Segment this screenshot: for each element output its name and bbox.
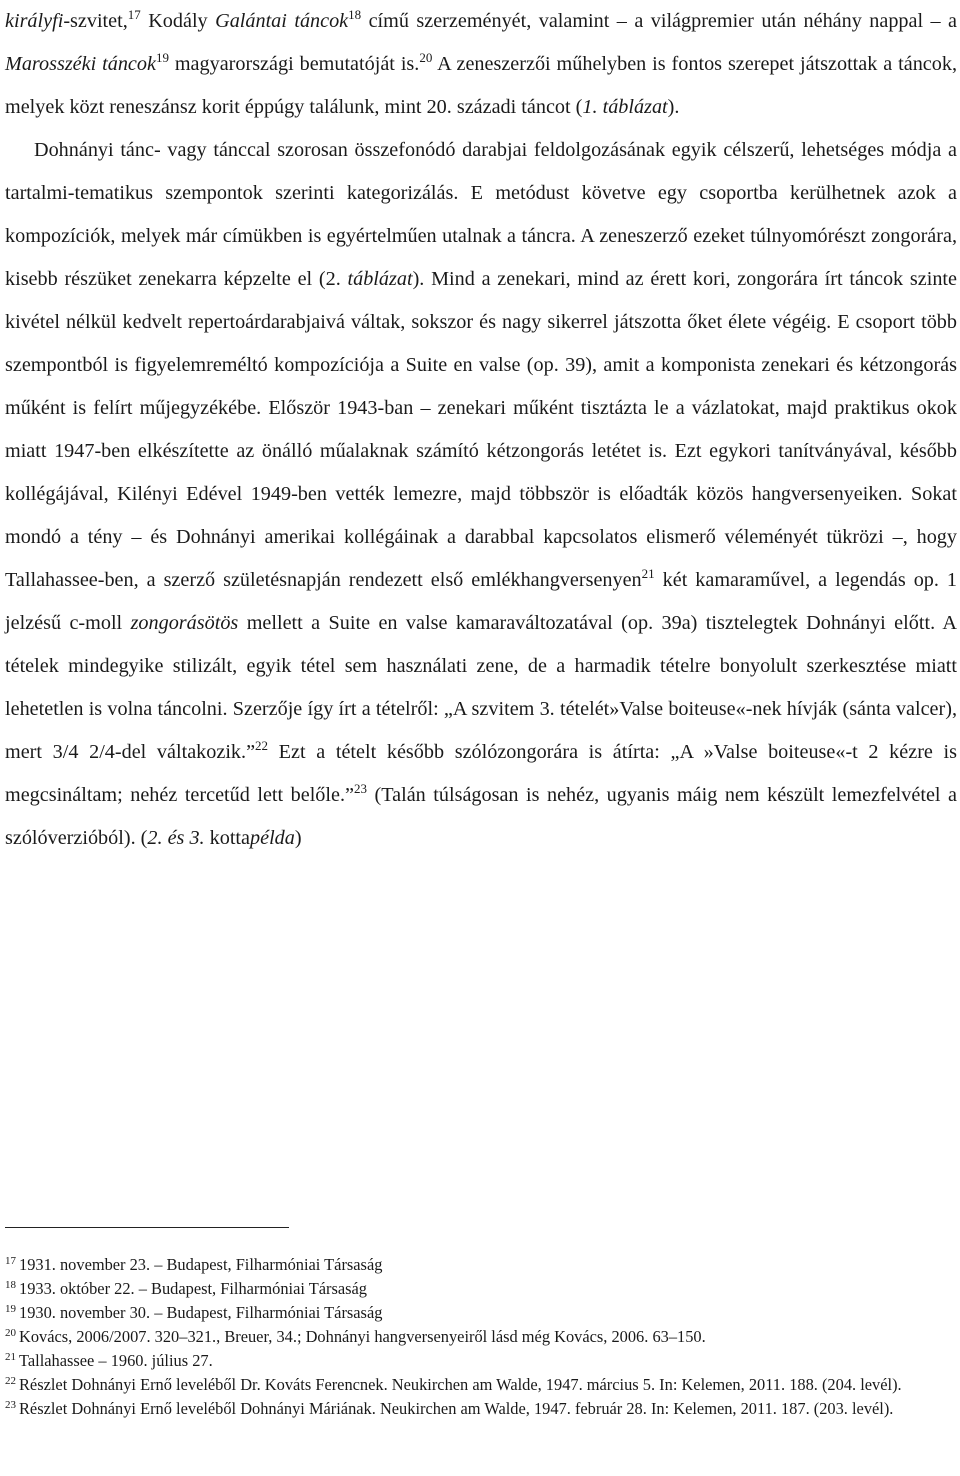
italic-text: királyfi	[5, 10, 64, 32]
text-run: mellett a Suite en valse kamaraváltozatával (op. 39a) tisztelegtek Dohnányi előtt. A tételek mindegyike stilizált, egyik tétel sem használati zene, de a harmadik tételre bonyolult szerkesztése miatt lehetetlen is volna táncolni. Szerzője így írt a tételről: „A szvitem 3. tételét»Valse boiteuse«-nek hívják (sánta valcer), mert 3/4 2/4-del váltakozik.”	[5, 612, 957, 763]
footnote-22	[5, 1373, 957, 1397]
footnote-text: 1933. október 22. – Budapest, Filharmóniai Társaság	[19, 1279, 367, 1298]
text-run: A zeneszerzői műhelyben is fontos szerepet játszottak a táncok, melyek közt reneszánsz korit éppúgy találunk, mint 20. századi táncot (	[5, 53, 957, 118]
footnote-23	[5, 1397, 957, 1421]
footnote-text: 1931. november 23. – Budapest, Filharmóniai Társaság	[19, 1255, 383, 1274]
footnote-ref-20[interactable]: 20	[419, 49, 433, 65]
text-run: magyarországi bemutatóját is.	[168, 53, 420, 75]
footnote-number: 18	[5, 1278, 16, 1291]
italic-title: Marosszéki táncok	[5, 53, 156, 75]
footnote-number: 19	[5, 1302, 16, 1315]
footnote-ref-18[interactable]: 18	[348, 6, 362, 22]
text-run: két kamaraművel, a legendás op. 1 jelzésű c-moll	[5, 569, 958, 634]
table-ref: 1. táblázat	[582, 96, 668, 118]
footnote-18	[5, 1277, 957, 1301]
text-run: Ezt a tételt később szólózongorára is átírta: „A »Valse boiteuse«-t 2 kézre is megcsináltam; nehéz tercetűd lett belőle.”	[5, 741, 957, 806]
text-run: -szvitet,	[63, 10, 128, 32]
italic-text: zongorásötös	[130, 612, 239, 634]
footnote-number: 20	[5, 1326, 16, 1339]
footnotes	[5, 1253, 957, 1421]
footnote-ref-22[interactable]: 22	[255, 737, 269, 753]
footnote-text: Részlet Dohnányi Ernő leveléből Dr. Kováts Ferencnek. Neukirchen am Walde, 1947. március 5. In: Kelemen, 2011. 188. (204. levél).	[19, 1375, 902, 1394]
footnote-text: 1930. november 30. – Budapest, Filharmóniai Társaság	[19, 1303, 383, 1322]
text-run: )	[294, 827, 302, 849]
footnote-text: Részlet Dohnányi Ernő leveléből Dohnányi Máriának. Neukirchen am Walde, 1947. február 28. In: Kelemen, 2011. 187. (203. levél).	[19, 1399, 894, 1418]
footnote-ref-17[interactable]: 17	[127, 6, 141, 22]
footnote-ref-23[interactable]: 23	[353, 780, 367, 796]
text-run: ). Mind a zenekari, mind az érett kori, zongorára írt táncok szinte kivétel nélkül kedvelt repertoárdarabjaivá váltak, sokszor és nagy sikerrel játszotta őket élete végéig. E csoport több szempontból is figyelemreméltó kompozíciója a Suite en valse (op. 39), amit a komponista zenekari és kétzongorás műként is felírt műjegyzékébe. Először 1943-ban – zenekari műként tisztázta le a vázlatokat, majd praktikus okok miatt 1947-ben elkészítette az önálló műalaknak számító kétzongorás letétet is. Ezt egykori tanítványával, később kollégájával, Kilényi Edével 1949-ben vették lemezre, majd többször is előadták közös hangversenyeiken. Sokat mondó a tény – és Dohnányi amerikai kollégáinak a darabbal kapcsolatos elismerő véleményét tükrözi –, hogy Tallahassee-ben, a szerző születésnapján rendezett első emlékhangversenyen	[5, 268, 957, 591]
footnote-number: 21	[5, 1350, 16, 1363]
footnote-number: 23	[5, 1398, 16, 1411]
paragraph-2	[5, 129, 957, 860]
footnote-ref-21[interactable]: 21	[641, 565, 655, 581]
paragraph-1	[5, 0, 957, 129]
footnote-ref-19[interactable]: 19	[155, 49, 169, 65]
text-run: című szerzeményét, valamint – a világpremier után néhány nappal – a	[361, 10, 958, 32]
italic-text: példa	[250, 827, 295, 849]
italic-title: Galántai táncok	[215, 10, 349, 32]
example-ref: 2. és 3.	[147, 827, 205, 849]
footnote-separator	[5, 1227, 289, 1228]
footnote-17	[5, 1253, 957, 1277]
text-run: ).	[667, 96, 680, 118]
body-text	[5, 0, 957, 860]
text-run: Kodály	[140, 10, 216, 32]
table-ref: táblázat	[347, 268, 413, 290]
footnote-19	[5, 1301, 957, 1325]
footnote-number: 17	[5, 1254, 16, 1267]
footnote-21	[5, 1349, 957, 1373]
text-run: Dohnányi tánc- vagy tánccal szorosan összefonódó darabjai feldolgozásának egyik célszerű, lehetséges módja a tartalmi-tematikus szempontok szerinti kategorizálás. E metódust követve egy csoportba kerülhetnek azok a kompozíciók, melyek már címükben is egyértelműen utalnak a táncra. A zeneszerző ezeket túlnyomórészt zongorára, kisebb részüket zenekarra képzelte el (2.	[5, 139, 957, 290]
footnote-text: Tallahassee – 1960. július 27.	[19, 1351, 213, 1370]
footnote-number: 22	[5, 1374, 16, 1387]
footnote-20	[5, 1325, 957, 1349]
footnote-text: Kovács, 2006/2007. 320–321., Breuer, 34.; Dohnányi hangversenyeiről lásd még Kovács, 2006. 63–150.	[19, 1327, 706, 1346]
text-run: kotta	[204, 827, 251, 849]
text-run: (Talán túlságosan is nehéz, ugyanis máig nem készült lemezfelvétel a szólóverzióból). (	[5, 784, 957, 849]
